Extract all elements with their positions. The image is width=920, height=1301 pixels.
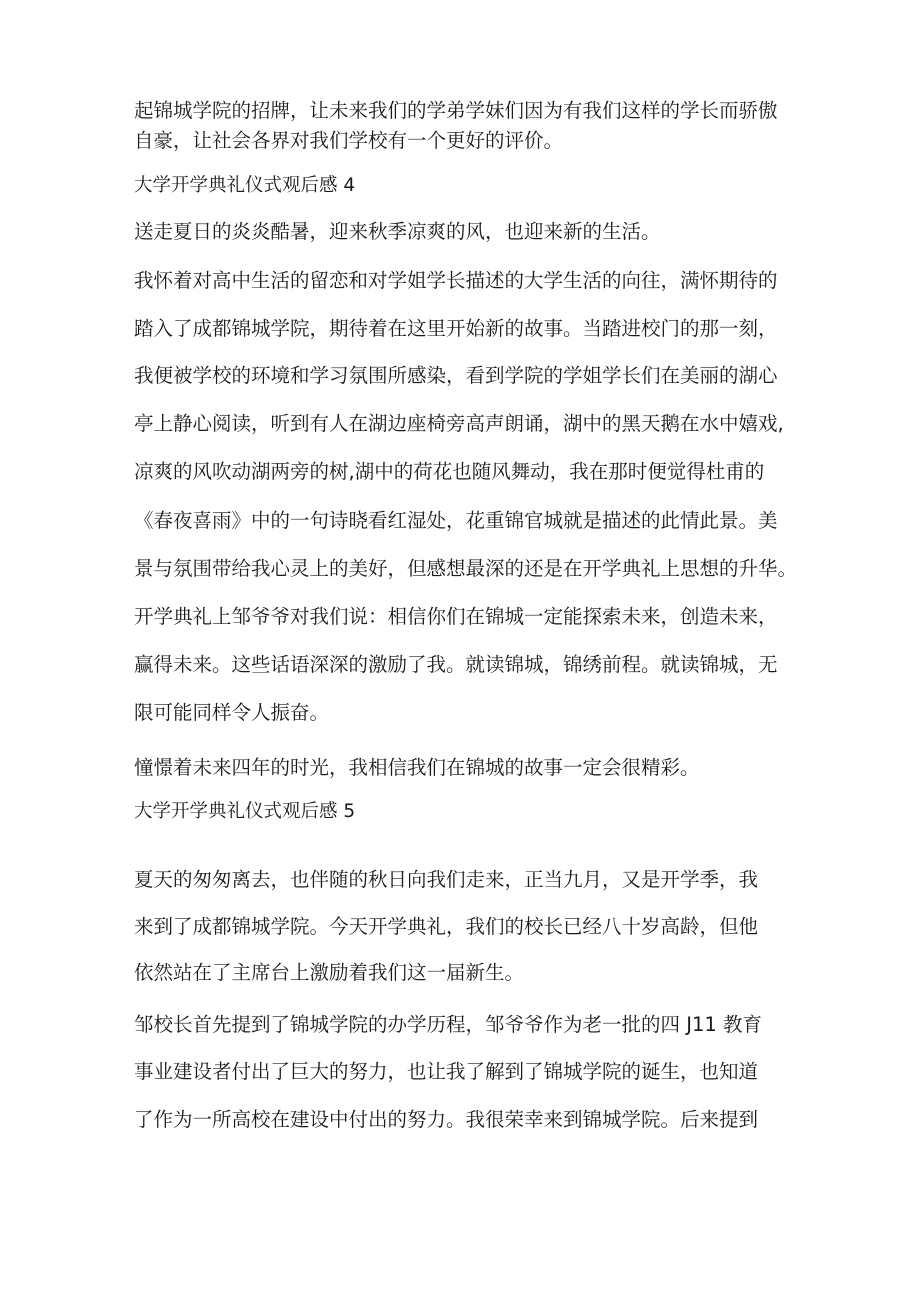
paragraph-line: 开学典礼上邹爷爷对我们说：相信你们在锦城一定能探索未来，创造未来，	[134, 605, 778, 628]
paragraph-line: 亭上静心阅读，听到有人在湖边座椅旁高声朗诵，湖中的黑天鹅在水中嬉戏,	[134, 412, 784, 435]
paragraph-line: 事业建设者付出了巨大的努力，也让我了解到了锦城学院的诞生，也知道	[134, 1060, 759, 1083]
section-heading: 大学开学典礼仪式观后感 4	[134, 175, 356, 196]
paragraph-line: 憧憬着未来四年的时光，我相信我们在锦城的故事一定会很精彩。	[134, 756, 700, 779]
paragraph-line: 踏入了成都锦城学院，期待着在这里开始新的故事。当踏进校门的那一刻，	[134, 317, 778, 340]
paragraph-line: 限可能同样令人振奋。	[134, 701, 330, 724]
paragraph-line: 赢得未来。这些话语深深的激励了我。就读锦城，锦绣前程。就读锦城，无	[134, 653, 778, 676]
paragraph-line: 我便被学校的环境和学习氛围所感染，看到学院的学姐学长们在美丽的湖心	[134, 364, 778, 387]
paragraph-line: 我怀着对高中生活的留恋和对学姐学长描述的大学生活的向往，满怀期待的	[134, 269, 778, 292]
section-heading: 大学开学典礼仪式观后感 5	[134, 801, 356, 822]
paragraph-line: 夏天的匆匆离去，也伴随的秋日向我们走来，正当九月，又是开学季，我	[134, 868, 759, 891]
paragraph-line: 了作为一所高校在建设中付出的努力。我很荣幸来到锦城学院。后来提到	[134, 1108, 759, 1131]
paragraph-line: 《春夜喜雨》中的一句诗晓看红湿处，花重锦官城就是描述的此情此景。美	[134, 509, 778, 532]
paragraph-line: 依然站在了主席台上激励着我们这一届新生。	[134, 961, 525, 984]
paragraph-line: 送走夏日的炎炎酷暑，迎来秋季凉爽的风，也迎来新的生活。	[134, 220, 661, 243]
paragraph-line: 邹校长首先提到了锦城学院的办学历程，邹爷爷作为老一批的四 J11 教育	[134, 1013, 762, 1036]
paragraph-line: 景与氛围带给我心灵上的美好，但感想最深的还是在开学典礼上思想的升华。	[134, 557, 798, 580]
paragraph-line: 自豪，让社会各界对我们学校有一个更好的评价。	[134, 129, 564, 152]
paragraph-line: 起锦城学院的招牌，让未来我们的学弟学妹们因为有我们这样的学长而骄傲	[134, 99, 778, 122]
paragraph-line: 来到了成都锦城学院。今天开学典礼，我们的校长已经八十岁高龄，但他	[134, 915, 759, 938]
paragraph-line: 凉爽的风吹动湖两旁的树,湖中的荷花也随风舞动，我在那时便觉得杜甫的	[134, 460, 765, 483]
